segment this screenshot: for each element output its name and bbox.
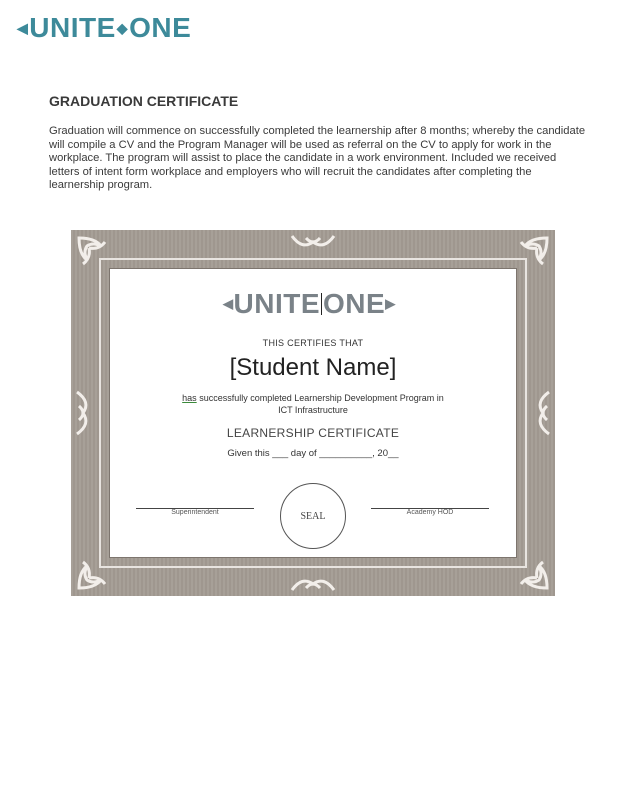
bottom-ornament-icon [288, 570, 338, 596]
logo-arrow-left-icon: ◀ [17, 19, 29, 36]
completion-rest: successfully completed Learnership Development Program in [196, 393, 444, 403]
certifies-text: THIS CERTIFIES THAT [262, 338, 364, 348]
student-name: [Student Name] [229, 354, 397, 381]
certificate-type: LEARNERSHIP CERTIFICATE [226, 426, 400, 440]
cert-logo-arrow-left-icon: ◀ [223, 296, 234, 311]
cert-logo-text-left: UNITE [233, 288, 320, 319]
completion-has: has [182, 393, 197, 403]
top-ornament-icon [288, 230, 338, 256]
certificate-logo [223, 288, 396, 320]
completion-line2: ICT Infrastructure [278, 405, 348, 415]
logo-text-right: ONE [129, 12, 192, 43]
seal [280, 483, 346, 549]
cert-logo-text-right: ONE [323, 288, 386, 319]
text-cursor-icon [321, 293, 322, 315]
signature-label-left: Superintendent [171, 509, 219, 516]
given-date-line: Given this ___ day of __________, 20__ [227, 448, 399, 459]
logo-arrow-mid-icon: ◆ [116, 19, 129, 36]
certificate-frame [71, 230, 555, 596]
completion-text [71, 392, 555, 416]
unite-one-logo [16, 12, 191, 44]
page-title: GRADUATION CERTIFICATE [49, 93, 239, 109]
signature-label-right: Academy HOD [406, 509, 454, 516]
cert-logo-arrow-right-icon: ▶ [385, 296, 396, 311]
logo-text-left: UNITE [29, 12, 116, 43]
seal-label: SEAL [300, 510, 326, 522]
body-paragraph: Graduation will commence on successfully completed the learnership after 8 months; whereby the candidate will compile a CV and the Program Manager will be used as referral on the CV to apply for work in the workplace. The program will assist to place the candidate in a work environment. Included we received letters of intent form workplace and employers who will recruit the candidates after completing the learnership program. [49, 125, 586, 192]
